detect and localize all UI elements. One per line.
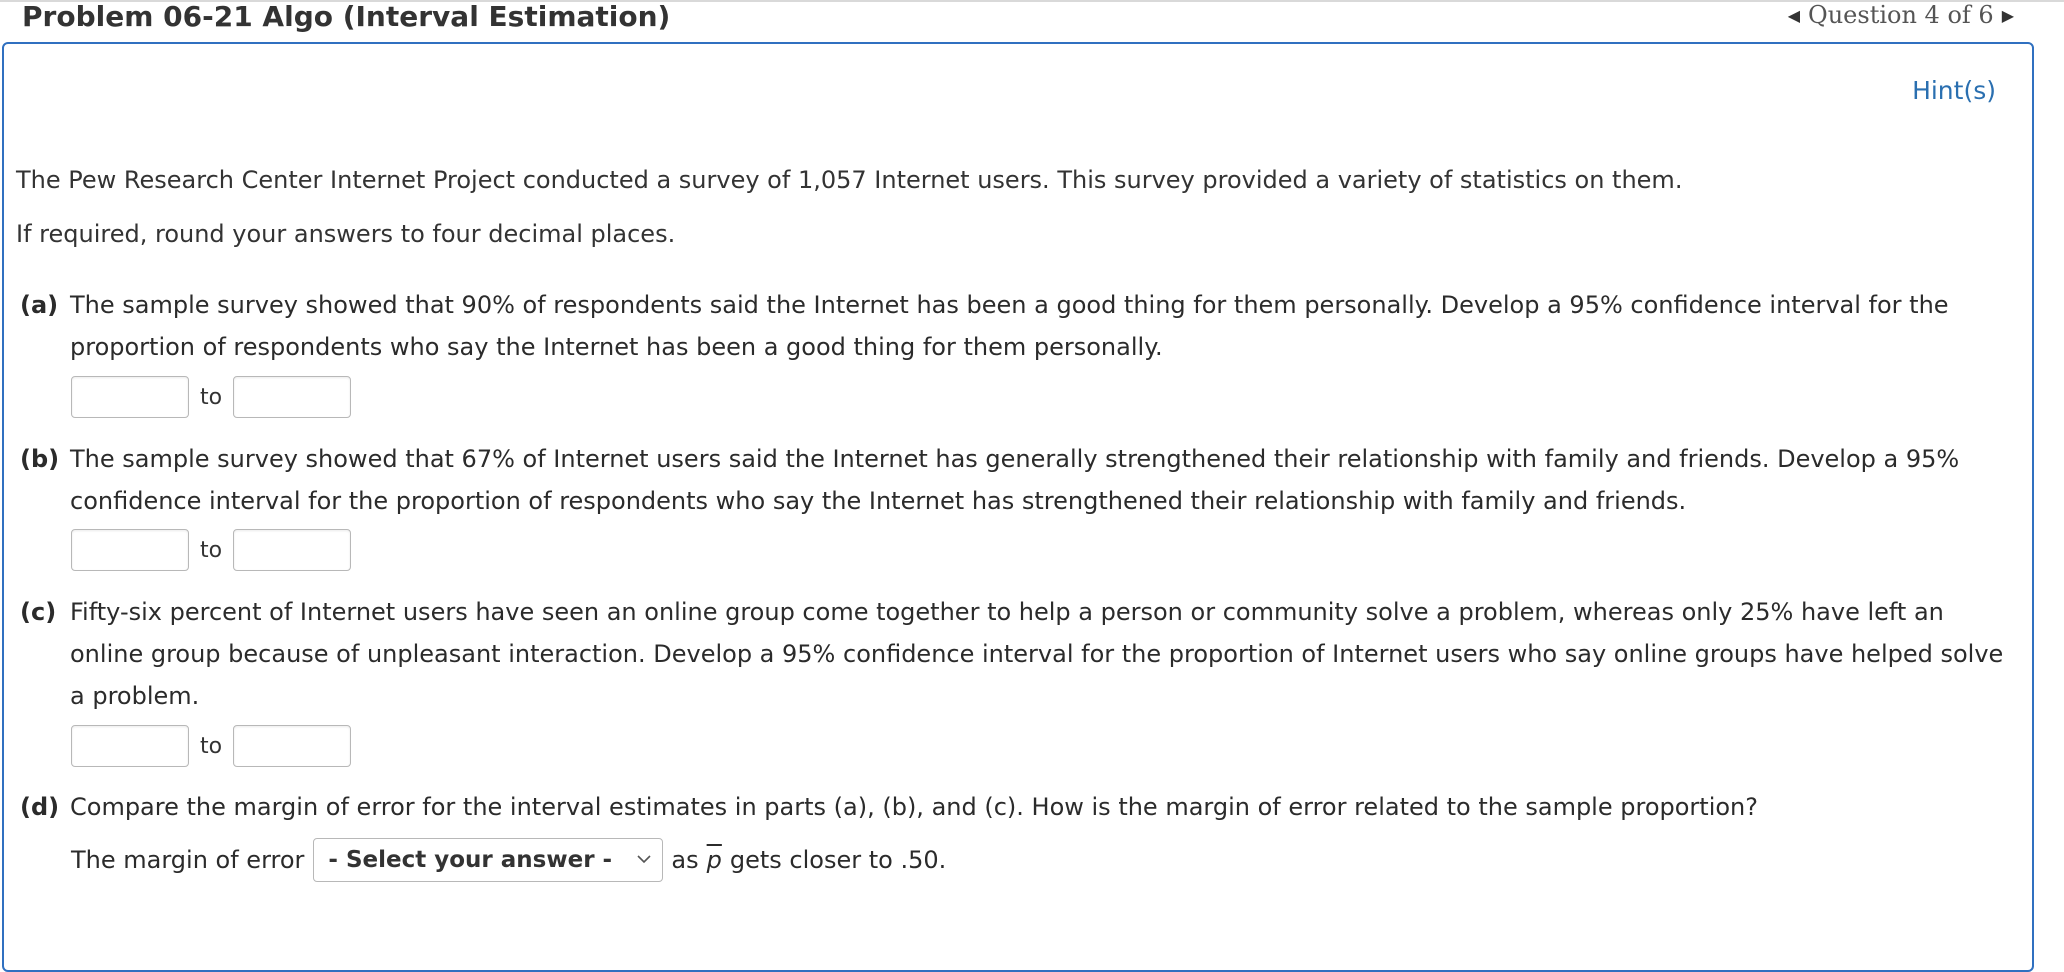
question-navigation [1780,0,2022,30]
closer-text: gets closer to .50. [729,846,947,874]
part-c-lower-input[interactable] [71,725,189,767]
question-counter: Question 4 of 6 [1808,1,1994,29]
part-d [20,786,2020,828]
rounding-instruction: If required, round your answers to four decimal places. [16,220,676,248]
part-label: (a) [20,291,59,319]
select-value: - Select your answer - [328,847,613,873]
hints-link[interactable]: Hint(s) [1912,76,1996,105]
part-question: The sample survey showed that 90% of respondents said the Internet has been a good thing for them personally. Develop a 95% confidence interval for the proportion of respondents who say the Internet has been a good thing for them personally. [70,291,1949,361]
part-b [20,438,2020,522]
part-b-lower-input[interactable] [71,529,189,571]
part-c-upper-input[interactable] [233,725,351,767]
part-b-upper-input[interactable] [233,529,351,571]
margin-of-error-select[interactable] [313,838,663,882]
part-label: (b) [20,445,60,473]
part-label: (d) [20,793,60,821]
as-text: as [671,846,699,874]
problem-title: Problem 06-21 Algo (Interval Estimation) [22,0,671,33]
part-c-answer-row [71,725,351,767]
part-a-upper-input[interactable] [233,376,351,418]
part-label: (c) [20,598,57,626]
p-bar-symbol: $\overline{p}$ [706,846,722,874]
intro-text: The Pew Research Center Internet Project conducted a survey of 1,057 Internet users. This survey provided a variety of statistics on them. [16,166,1683,194]
caret-left-icon[interactable]: ◀ [1787,5,1801,25]
part-b-answer-row [71,529,351,571]
to-label: to [199,733,223,759]
part-question: Compare the margin of error for the interval estimates in parts (a), (b), and (c). How is the margin of error related to the sample proportion? [70,793,1758,821]
part-question: The sample survey showed that 67% of Internet users said the Internet has generally strengthened their relationship with family and friends. Develop a 95% confidence interval for the proportion of respondents who say the Internet has strengthened their relationship with family and friends. [70,445,1960,515]
part-d-answer-row [71,838,946,882]
caret-right-icon[interactable]: ▶ [2001,5,2014,25]
part-c [20,591,2020,717]
part-question: Fifty-six percent of Internet users have seen an online group come together to help a person or community solve a problem, whereas only 25% have left an online group because of unpleasant interaction. Develop a 95% confidence interval for the proportion of Internet users who say online groups have helped solve a problem. [70,598,2004,710]
to-label: to [199,537,223,563]
part-a [20,284,2020,368]
part-a-lower-input[interactable] [71,376,189,418]
chevron-down-icon [636,851,652,867]
to-label: to [199,384,223,410]
part-a-answer-row [71,376,351,418]
margin-of-error-prefix: The margin of error [71,846,305,874]
